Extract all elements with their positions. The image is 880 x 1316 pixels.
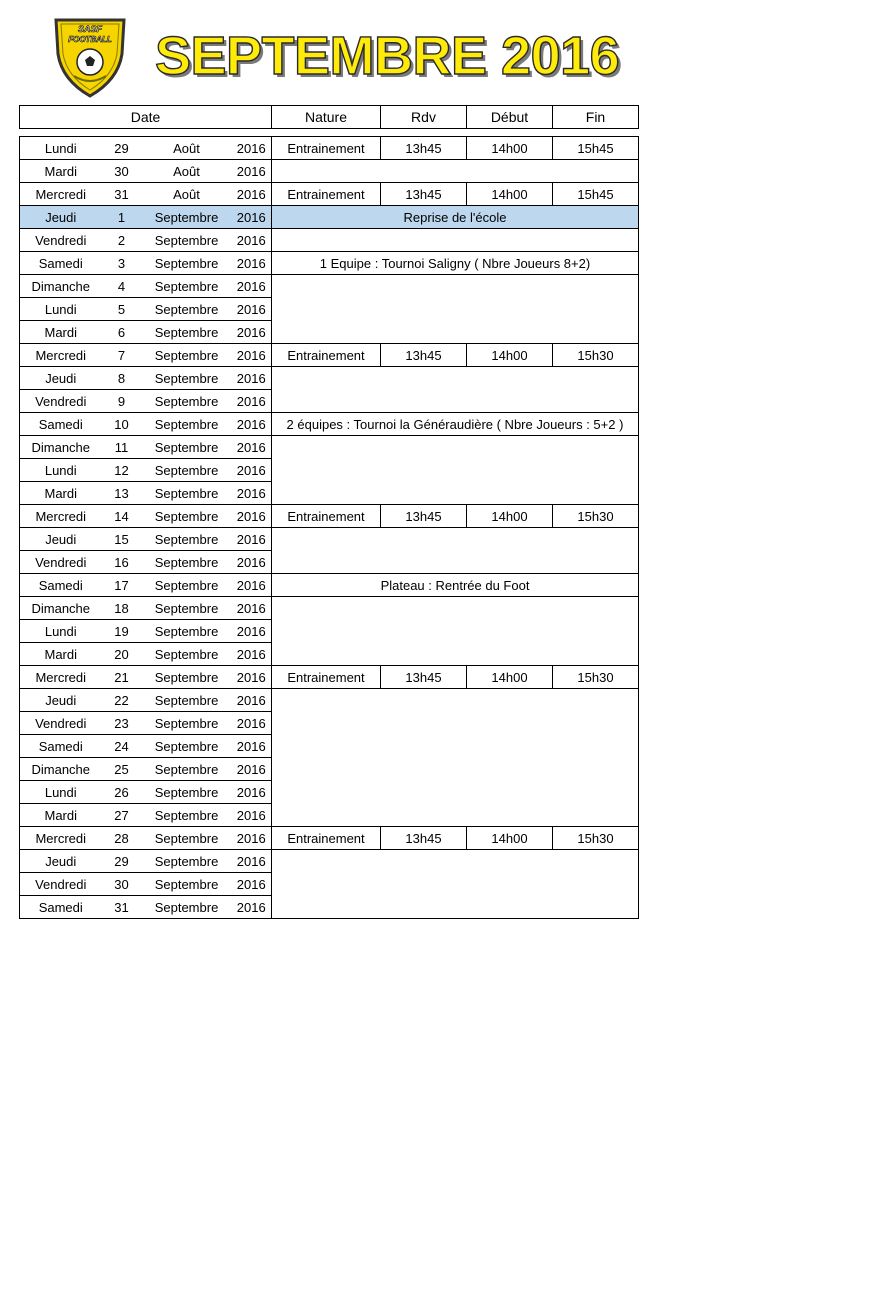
table-row	[20, 206, 639, 229]
day-number: 1	[102, 206, 142, 229]
table-row	[20, 183, 639, 206]
day-name: Vendredi	[20, 390, 102, 413]
day-name: Jeudi	[20, 206, 102, 229]
day-name: Lundi	[20, 298, 102, 321]
table-row	[20, 597, 639, 620]
month-name: Septembre	[142, 873, 232, 896]
nature-cell: Entrainement	[272, 827, 381, 850]
day-number: 2	[102, 229, 142, 252]
day-number: 20	[102, 643, 142, 666]
rdv-cell: 13h45	[381, 827, 467, 850]
year: 2016	[232, 574, 272, 597]
year: 2016	[232, 252, 272, 275]
header-nature: Nature	[272, 106, 381, 129]
month-name: Septembre	[142, 505, 232, 528]
fin-cell: 15h30	[553, 505, 639, 528]
month-name: Septembre	[142, 298, 232, 321]
debut-cell: 14h00	[467, 183, 553, 206]
day-name: Jeudi	[20, 528, 102, 551]
day-number: 31	[102, 896, 142, 919]
day-name: Lundi	[20, 781, 102, 804]
nature-cell: Entrainement	[272, 183, 381, 206]
day-number: 23	[102, 712, 142, 735]
year: 2016	[232, 413, 272, 436]
header-rdv: Rdv	[381, 106, 467, 129]
year: 2016	[232, 160, 272, 183]
debut-cell: 14h00	[467, 666, 553, 689]
day-name: Mercredi	[20, 344, 102, 367]
empty-schedule-cell	[272, 229, 639, 252]
day-name: Samedi	[20, 574, 102, 597]
day-number: 5	[102, 298, 142, 321]
nature-cell: Entrainement	[272, 137, 381, 160]
month-name: Août	[142, 137, 232, 160]
year: 2016	[232, 206, 272, 229]
rdv-cell: 13h45	[381, 183, 467, 206]
month-name: Septembre	[142, 367, 232, 390]
day-number: 31	[102, 183, 142, 206]
day-name: Vendredi	[20, 873, 102, 896]
day-number: 24	[102, 735, 142, 758]
empty-schedule-cell	[272, 850, 639, 919]
year: 2016	[232, 321, 272, 344]
table-row	[20, 413, 639, 436]
empty-schedule-cell	[272, 160, 639, 183]
empty-schedule-cell	[272, 275, 639, 344]
month-name: Septembre	[142, 597, 232, 620]
month-name: Septembre	[142, 735, 232, 758]
day-name: Mardi	[20, 160, 102, 183]
header-row	[20, 106, 639, 129]
day-name: Jeudi	[20, 367, 102, 390]
table-row	[20, 666, 639, 689]
rdv-cell: 13h45	[381, 505, 467, 528]
day-number: 22	[102, 689, 142, 712]
year: 2016	[232, 344, 272, 367]
day-number: 16	[102, 551, 142, 574]
day-name: Mercredi	[20, 666, 102, 689]
day-name: Mercredi	[20, 183, 102, 206]
table-row	[20, 137, 639, 160]
day-number: 8	[102, 367, 142, 390]
month-name: Septembre	[142, 804, 232, 827]
day-number: 3	[102, 252, 142, 275]
table-row	[20, 689, 639, 712]
day-number: 15	[102, 528, 142, 551]
day-name: Vendredi	[20, 229, 102, 252]
year: 2016	[232, 850, 272, 873]
month-name: Septembre	[142, 252, 232, 275]
month-name: Septembre	[142, 781, 232, 804]
header-date: Date	[20, 106, 272, 129]
day-number: 6	[102, 321, 142, 344]
day-number: 4	[102, 275, 142, 298]
month-name: Septembre	[142, 275, 232, 298]
day-name: Jeudi	[20, 850, 102, 873]
day-name: Lundi	[20, 137, 102, 160]
nature-cell: Entrainement	[272, 666, 381, 689]
table-row	[20, 574, 639, 597]
rdv-cell: 13h45	[381, 344, 467, 367]
event-cell: Reprise de l'école	[272, 206, 639, 229]
month-name: Septembre	[142, 643, 232, 666]
month-name: Septembre	[142, 551, 232, 574]
month-name: Septembre	[142, 459, 232, 482]
year: 2016	[232, 459, 272, 482]
day-name: Samedi	[20, 413, 102, 436]
nature-cell: Entrainement	[272, 344, 381, 367]
table-row	[20, 436, 639, 459]
year: 2016	[232, 804, 272, 827]
logo-wordmark-bottom: FOOTBALL	[68, 35, 112, 44]
table-row	[20, 344, 639, 367]
year: 2016	[232, 298, 272, 321]
table-row	[20, 827, 639, 850]
club-logo	[52, 14, 128, 98]
day-name: Samedi	[20, 735, 102, 758]
day-name: Jeudi	[20, 689, 102, 712]
logo-wordmark-top: SASF	[77, 24, 103, 34]
day-name: Dimanche	[20, 436, 102, 459]
day-number: 28	[102, 827, 142, 850]
debut-cell: 14h00	[467, 505, 553, 528]
year: 2016	[232, 827, 272, 850]
table-row	[20, 275, 639, 298]
day-number: 25	[102, 758, 142, 781]
day-name: Mercredi	[20, 827, 102, 850]
day-number: 7	[102, 344, 142, 367]
empty-schedule-cell	[272, 367, 639, 413]
month-name: Septembre	[142, 344, 232, 367]
day-number: 26	[102, 781, 142, 804]
year: 2016	[232, 390, 272, 413]
empty-schedule-cell	[272, 689, 639, 827]
year: 2016	[232, 896, 272, 919]
day-number: 11	[102, 436, 142, 459]
day-name: Mardi	[20, 643, 102, 666]
day-number: 12	[102, 459, 142, 482]
day-number: 17	[102, 574, 142, 597]
month-name: Septembre	[142, 321, 232, 344]
day-name: Mardi	[20, 321, 102, 344]
day-number: 21	[102, 666, 142, 689]
day-number: 9	[102, 390, 142, 413]
month-name: Septembre	[142, 620, 232, 643]
year: 2016	[232, 436, 272, 459]
year: 2016	[232, 528, 272, 551]
day-number: 30	[102, 160, 142, 183]
event-cell: 2 équipes : Tournoi la Généraudière ( Nbre Joueurs : 5+2 )	[272, 413, 639, 436]
day-name: Lundi	[20, 620, 102, 643]
year: 2016	[232, 505, 272, 528]
day-name: Vendredi	[20, 551, 102, 574]
month-name: Septembre	[142, 413, 232, 436]
table-row	[20, 367, 639, 390]
year: 2016	[232, 367, 272, 390]
empty-schedule-cell	[272, 436, 639, 505]
month-name: Septembre	[142, 436, 232, 459]
day-number: 30	[102, 873, 142, 896]
month-name: Septembre	[142, 482, 232, 505]
year: 2016	[232, 597, 272, 620]
event-cell: 1 Equipe : Tournoi Saligny ( Nbre Joueurs 8+2)	[272, 252, 639, 275]
year: 2016	[232, 482, 272, 505]
table-row	[20, 505, 639, 528]
day-number: 29	[102, 137, 142, 160]
month-name: Août	[142, 160, 232, 183]
debut-cell: 14h00	[467, 137, 553, 160]
month-name: Septembre	[142, 574, 232, 597]
month-name: Septembre	[142, 229, 232, 252]
fin-cell: 15h30	[553, 666, 639, 689]
month-name: Septembre	[142, 896, 232, 919]
year: 2016	[232, 643, 272, 666]
day-number: 14	[102, 505, 142, 528]
year: 2016	[232, 735, 272, 758]
header-debut: Début	[467, 106, 553, 129]
month-name: Août	[142, 183, 232, 206]
nature-cell: Entrainement	[272, 505, 381, 528]
table-row	[20, 229, 639, 252]
table-row	[20, 528, 639, 551]
table-row	[20, 160, 639, 183]
day-name: Dimanche	[20, 275, 102, 298]
month-name: Septembre	[142, 666, 232, 689]
page-title: SEPTEMBRE 2016	[155, 26, 620, 86]
schedule-table	[19, 105, 639, 919]
rdv-cell: 13h45	[381, 137, 467, 160]
day-name: Dimanche	[20, 758, 102, 781]
year: 2016	[232, 551, 272, 574]
day-name: Dimanche	[20, 597, 102, 620]
day-number: 18	[102, 597, 142, 620]
year: 2016	[232, 873, 272, 896]
debut-cell: 14h00	[467, 827, 553, 850]
month-name: Septembre	[142, 206, 232, 229]
day-number: 19	[102, 620, 142, 643]
debut-cell: 14h00	[467, 344, 553, 367]
day-name: Vendredi	[20, 712, 102, 735]
year: 2016	[232, 620, 272, 643]
day-name: Mardi	[20, 804, 102, 827]
empty-schedule-cell	[272, 528, 639, 574]
day-number: 27	[102, 804, 142, 827]
day-number: 10	[102, 413, 142, 436]
table-row	[20, 252, 639, 275]
year: 2016	[232, 275, 272, 298]
month-name: Septembre	[142, 827, 232, 850]
day-number: 29	[102, 850, 142, 873]
month-name: Septembre	[142, 758, 232, 781]
header-fin: Fin	[553, 106, 639, 129]
month-name: Septembre	[142, 712, 232, 735]
month-name: Septembre	[142, 528, 232, 551]
table-row	[20, 850, 639, 873]
day-name: Lundi	[20, 459, 102, 482]
day-name: Mercredi	[20, 505, 102, 528]
fin-cell: 15h45	[553, 137, 639, 160]
event-cell: Plateau : Rentrée du Foot	[272, 574, 639, 597]
year: 2016	[232, 712, 272, 735]
year: 2016	[232, 229, 272, 252]
year: 2016	[232, 689, 272, 712]
rdv-cell: 13h45	[381, 666, 467, 689]
day-name: Samedi	[20, 896, 102, 919]
day-name: Mardi	[20, 482, 102, 505]
month-name: Septembre	[142, 390, 232, 413]
year: 2016	[232, 666, 272, 689]
empty-schedule-cell	[272, 597, 639, 666]
year: 2016	[232, 137, 272, 160]
fin-cell: 15h30	[553, 344, 639, 367]
month-name: Septembre	[142, 689, 232, 712]
day-name: Samedi	[20, 252, 102, 275]
year: 2016	[232, 781, 272, 804]
month-name: Septembre	[142, 850, 232, 873]
fin-cell: 15h45	[553, 183, 639, 206]
year: 2016	[232, 758, 272, 781]
fin-cell: 15h30	[553, 827, 639, 850]
year: 2016	[232, 183, 272, 206]
day-number: 13	[102, 482, 142, 505]
